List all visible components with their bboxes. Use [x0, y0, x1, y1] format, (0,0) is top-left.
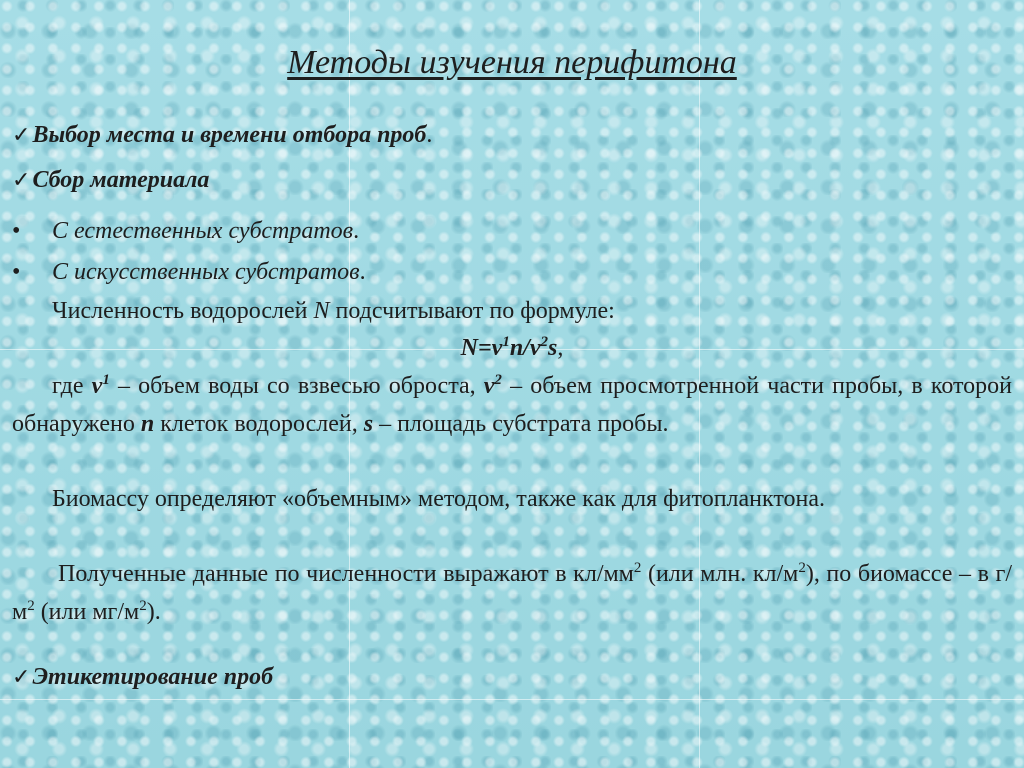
check-item-labeling [12, 664, 273, 691]
bg-grid-line [0, 699, 1024, 700]
checkmark-icon: ✓ [12, 665, 31, 690]
formula-explanation: где $v^1$ – объем воды со взвесью оброста, $v^2$ – объем просмотренной части пробы, в которой обнаружено n клеток водорослей, s – площадь субстрата пробы. [12, 372, 1013, 437]
count-line: Численность водорослей N подсчитывают по формуле: [52, 298, 615, 324]
check-item-text: Выбор места и времени отбора проб [32, 122, 427, 148]
check-item-text: Сбор материала [32, 167, 210, 193]
bullet-icon: • [12, 259, 21, 285]
bullet-item: • С искусственных субстратов. [12, 259, 366, 285]
check-item-text: Этикетирование проб [32, 664, 274, 690]
bullet-icon: • [12, 218, 21, 244]
checkmark-icon: ✓ [12, 168, 31, 193]
bullet-item: • С естественных субстратов. [12, 218, 360, 244]
check-item-sampling [12, 122, 432, 149]
bullet-text: С искусственных субстратов [52, 259, 360, 285]
slide-title: Методы изучения перифитона [287, 44, 737, 81]
results-paragraph: Полученные данные по численности выражают в $кл/мм^2$ (или млн. $кл/м^2$), по биомассе – в $г/м^2$ (или $мг/м^2$). [12, 560, 1013, 625]
checkmark-icon: ✓ [12, 123, 31, 148]
check-item-period: . [426, 122, 433, 148]
check-item-collection [12, 167, 209, 194]
formula: $N=v^1n/v^2s$, [460, 334, 564, 361]
biomass-paragraph: Биомассу определяют «объемным» методом, также как для фитопланктона. [52, 486, 826, 512]
bullet-text: С естественных субстратов [52, 218, 354, 244]
